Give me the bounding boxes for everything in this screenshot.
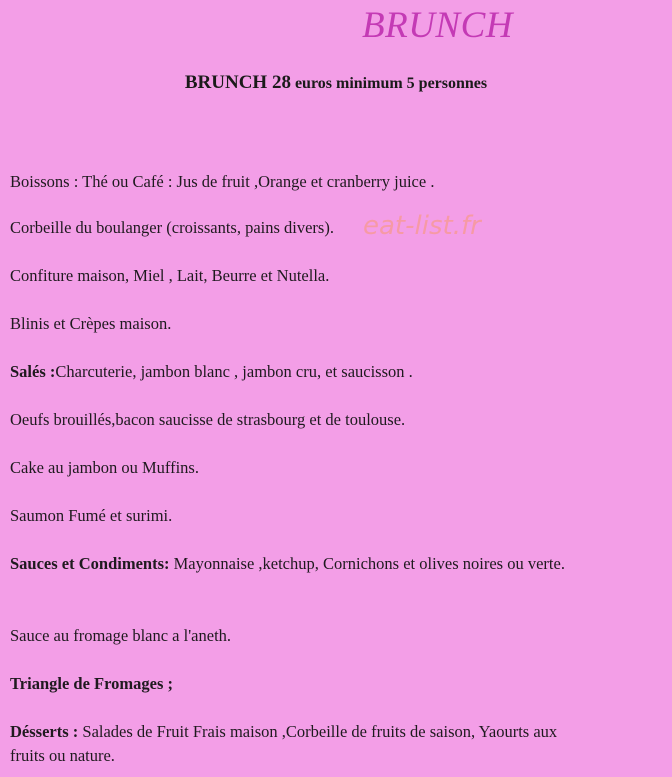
- menu-text-sales: Charcuterie, jambon blanc , jambon cru, et saucisson .: [55, 362, 413, 381]
- subtitle-conditions: euros minimum 5 personnes: [290, 75, 488, 92]
- menu-item-desserts: [10, 720, 570, 768]
- menu-label-triangle: Triangle de Fromages ;: [10, 674, 173, 693]
- menu-text-sauces: Mayonnaise ,ketchup, Cornichons et olives noires ou verte.: [169, 554, 565, 573]
- menu-label-desserts: Désserts :: [10, 722, 79, 741]
- menu-item-sauces: [10, 552, 635, 576]
- menu-item-corbeille: Corbeille du boulanger (croissants, pains divers).: [10, 218, 334, 237]
- menu-item-cake: Cake au jambon ou Muffins.: [10, 458, 199, 477]
- menu-label-sales: Salés :: [10, 362, 56, 381]
- menu-label-sauces: Sauces et Condiments:: [10, 554, 170, 573]
- subtitle-price: BRUNCH 28: [184, 72, 291, 93]
- menu-item-oeufs: Oeufs brouillés,bacon saucisse de strasbourg et de toulouse.: [10, 410, 406, 429]
- menu-item-triangle: [10, 672, 650, 696]
- watermark-text: eat-list.fr: [363, 211, 481, 241]
- menu-item-sales: [10, 360, 650, 384]
- page-subtitle: [0, 70, 672, 97]
- menu-item-boissons: Boissons : Thé ou Café : Jus de fruit ,Orange et cranberry juice .: [10, 172, 435, 191]
- menu-item-saumon: Saumon Fumé et surimi.: [10, 506, 173, 525]
- menu-item-confiture: Confiture maison, Miel , Lait, Beurre et Nutella.: [10, 266, 330, 285]
- menu-text-desserts: Salades de Fruit Frais maison ,Corbeille de fruits de saison, Yaourts aux fruits ou nature.: [10, 722, 558, 765]
- menu-item-blinis: Blinis et Crèpes maison.: [10, 314, 172, 333]
- menu-item-sauce-fromage: Sauce au fromage blanc a l'aneth.: [10, 626, 232, 645]
- page-title: BRUNCH: [362, 5, 513, 46]
